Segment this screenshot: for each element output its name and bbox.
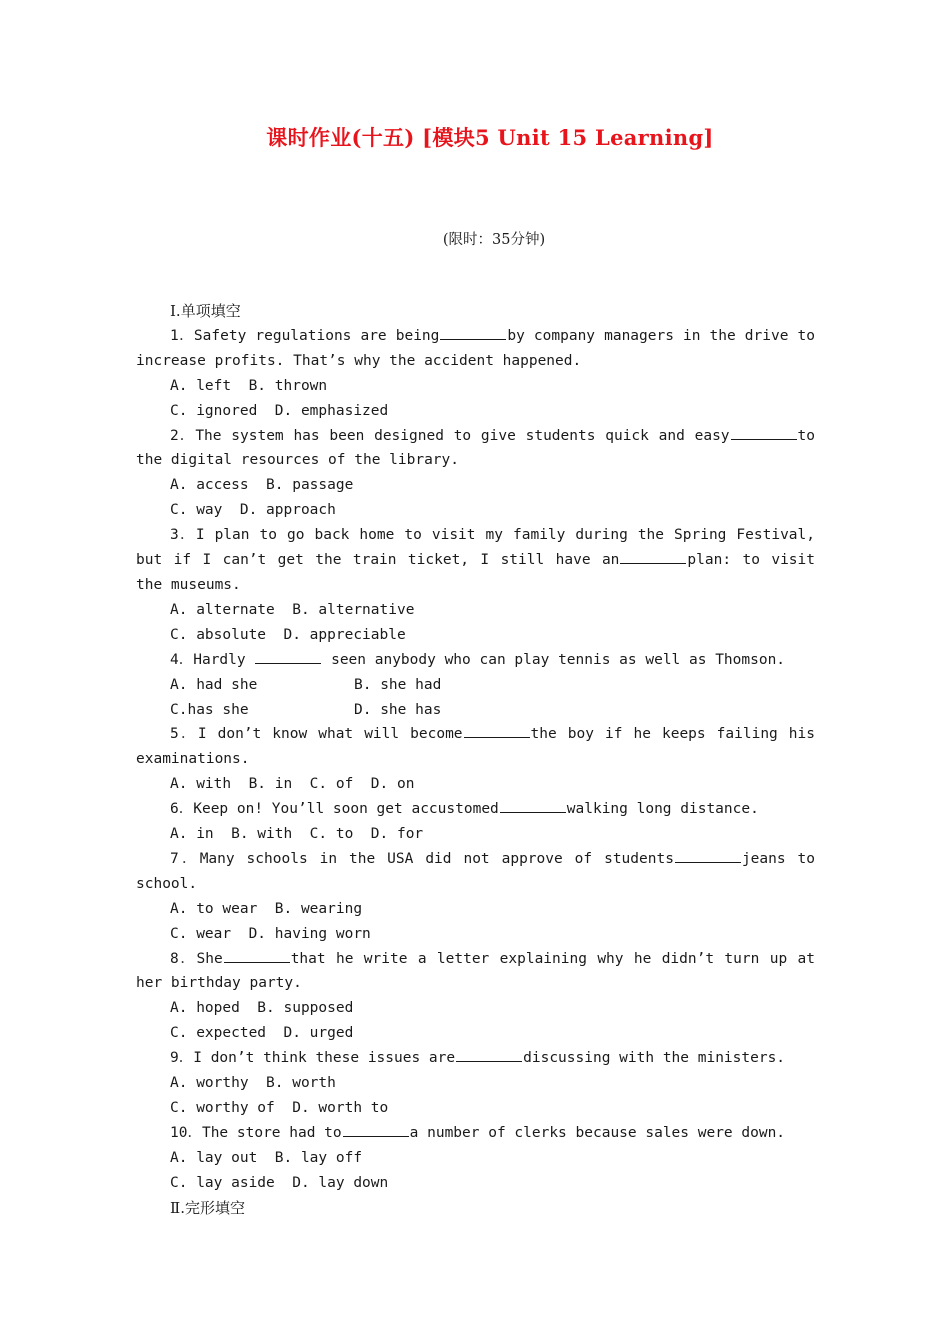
question-3 <box>136 523 815 598</box>
question-2-options-row-1: A. access B. passage <box>170 477 354 494</box>
question-text-after: the boy if he keeps failing his examinations. <box>136 726 816 768</box>
section-heading-single-choice: Ⅰ.单项填空 <box>170 302 241 320</box>
question-9-options-row-1: A. worthy B. worth <box>170 1075 336 1092</box>
question-10-options-row-2: C. lay aside D. lay down <box>170 1174 389 1191</box>
answer-blank <box>464 723 530 738</box>
question-7-options-row-1: A. to wear B. wearing <box>170 900 363 917</box>
section-heading-cloze: Ⅱ.完形填空 <box>170 1198 245 1217</box>
question-text-after: that he write a letter explaining why he didn’t turn up at her birthday party. <box>136 950 815 992</box>
question-text-after: discussing with the ministers. <box>523 1050 786 1067</box>
answer-blank <box>343 1122 409 1137</box>
question-text-after: walking long distance. <box>566 801 759 818</box>
question-5-options: A. with B. in C. of D. on <box>170 776 415 793</box>
time-limit: (限时：35分钟) <box>442 232 546 248</box>
question-text-before: The store had to <box>201 1124 342 1141</box>
question-number: 10． <box>170 1124 202 1141</box>
question-4 <box>136 648 815 673</box>
question-number: 1． <box>170 327 194 344</box>
option-a: A. had she <box>170 676 258 693</box>
question-text-before: I plan to go back home to visit my family during the Spring Festival, but if I can’t get the train ticket, I still have an <box>136 527 815 569</box>
option-d: D. she has <box>354 701 442 718</box>
question-8-options-row-2: C. expected D. urged <box>170 1025 354 1042</box>
answer-blank <box>620 549 686 564</box>
question-9-options-row-2: C. worthy of D. worth to <box>170 1100 389 1116</box>
question-4-options-row-2 <box>136 698 815 723</box>
question-text-before: I don’t think these issues are <box>193 1050 456 1067</box>
question-7 <box>136 847 815 897</box>
question-9 <box>136 1046 815 1071</box>
question-8-options-row-1: A. hoped B. supposed <box>170 1000 354 1017</box>
question-8 <box>136 947 815 997</box>
question-5 <box>136 722 815 772</box>
question-6-options: A. in B. with C. to D. for <box>170 826 424 843</box>
answer-blank <box>731 425 797 440</box>
question-number: 7． <box>170 850 200 867</box>
question-text-before: She <box>196 950 223 967</box>
question-2-options-row-2: C. way D. approach <box>170 502 336 519</box>
question-number: 4． <box>170 651 194 668</box>
answer-blank <box>675 848 741 863</box>
question-number: 2． <box>170 427 196 444</box>
answer-blank <box>440 325 506 340</box>
question-text-after: seen anybody who can play tennis as well as Thomson. <box>331 651 786 668</box>
question-text-before: Safety regulations are being <box>193 327 440 344</box>
question-7-options-row-2: C. wear D. having worn <box>170 925 371 942</box>
answer-blank <box>224 948 290 963</box>
question-text-before: The system has been designed to give students quick and easy <box>195 427 730 444</box>
question-1-options-row-2: C. ignored D. emphasized <box>170 402 389 419</box>
question-3-options-row-2: C. absolute D. appreciable <box>170 626 406 643</box>
question-text-before: Many schools in the USA did not approve of students <box>199 850 674 867</box>
question-number: 6． <box>170 801 194 818</box>
answer-blank <box>456 1047 522 1062</box>
answer-blank <box>500 798 566 813</box>
answer-blank <box>255 649 321 664</box>
question-number: 8． <box>170 950 197 967</box>
exercise-content <box>136 299 815 1221</box>
question-number: 5． <box>170 726 198 743</box>
question-number: 9． <box>170 1050 194 1067</box>
question-text-after: a number of clerks because sales were down. <box>409 1124 786 1141</box>
question-text-after: plan: to visit the museums. <box>136 552 815 593</box>
question-1 <box>136 324 815 374</box>
question-3-options-row-1: A. alternate B. alternative <box>170 601 415 618</box>
question-2 <box>136 424 815 474</box>
option-b: B. she had <box>354 676 442 693</box>
question-text-before: I don’t know what will become <box>197 726 463 743</box>
question-text-after: to the digital resources of the library. <box>136 427 815 469</box>
question-10 <box>136 1121 815 1146</box>
question-text-before: Hardly <box>193 651 246 668</box>
question-1-options-row-1: A. left B. thrown <box>170 377 328 394</box>
question-text-before: Keep on! You’ll soon get accustomed <box>193 801 499 818</box>
question-4-options-row-1 <box>136 673 815 698</box>
question-text-after: by company managers in the drive to increase profits. That’s why the accident happened. <box>136 327 815 369</box>
question-number: 3． <box>170 527 196 544</box>
question-text-after: jeans to school. <box>136 850 816 892</box>
question-10-options-row-1: A. lay out B. lay off <box>170 1149 363 1166</box>
page-title: 课时作业(十五) [模块5 Unit 15 Learning] <box>266 125 714 150</box>
question-6 <box>136 797 815 822</box>
option-c: C.has she <box>170 701 249 718</box>
